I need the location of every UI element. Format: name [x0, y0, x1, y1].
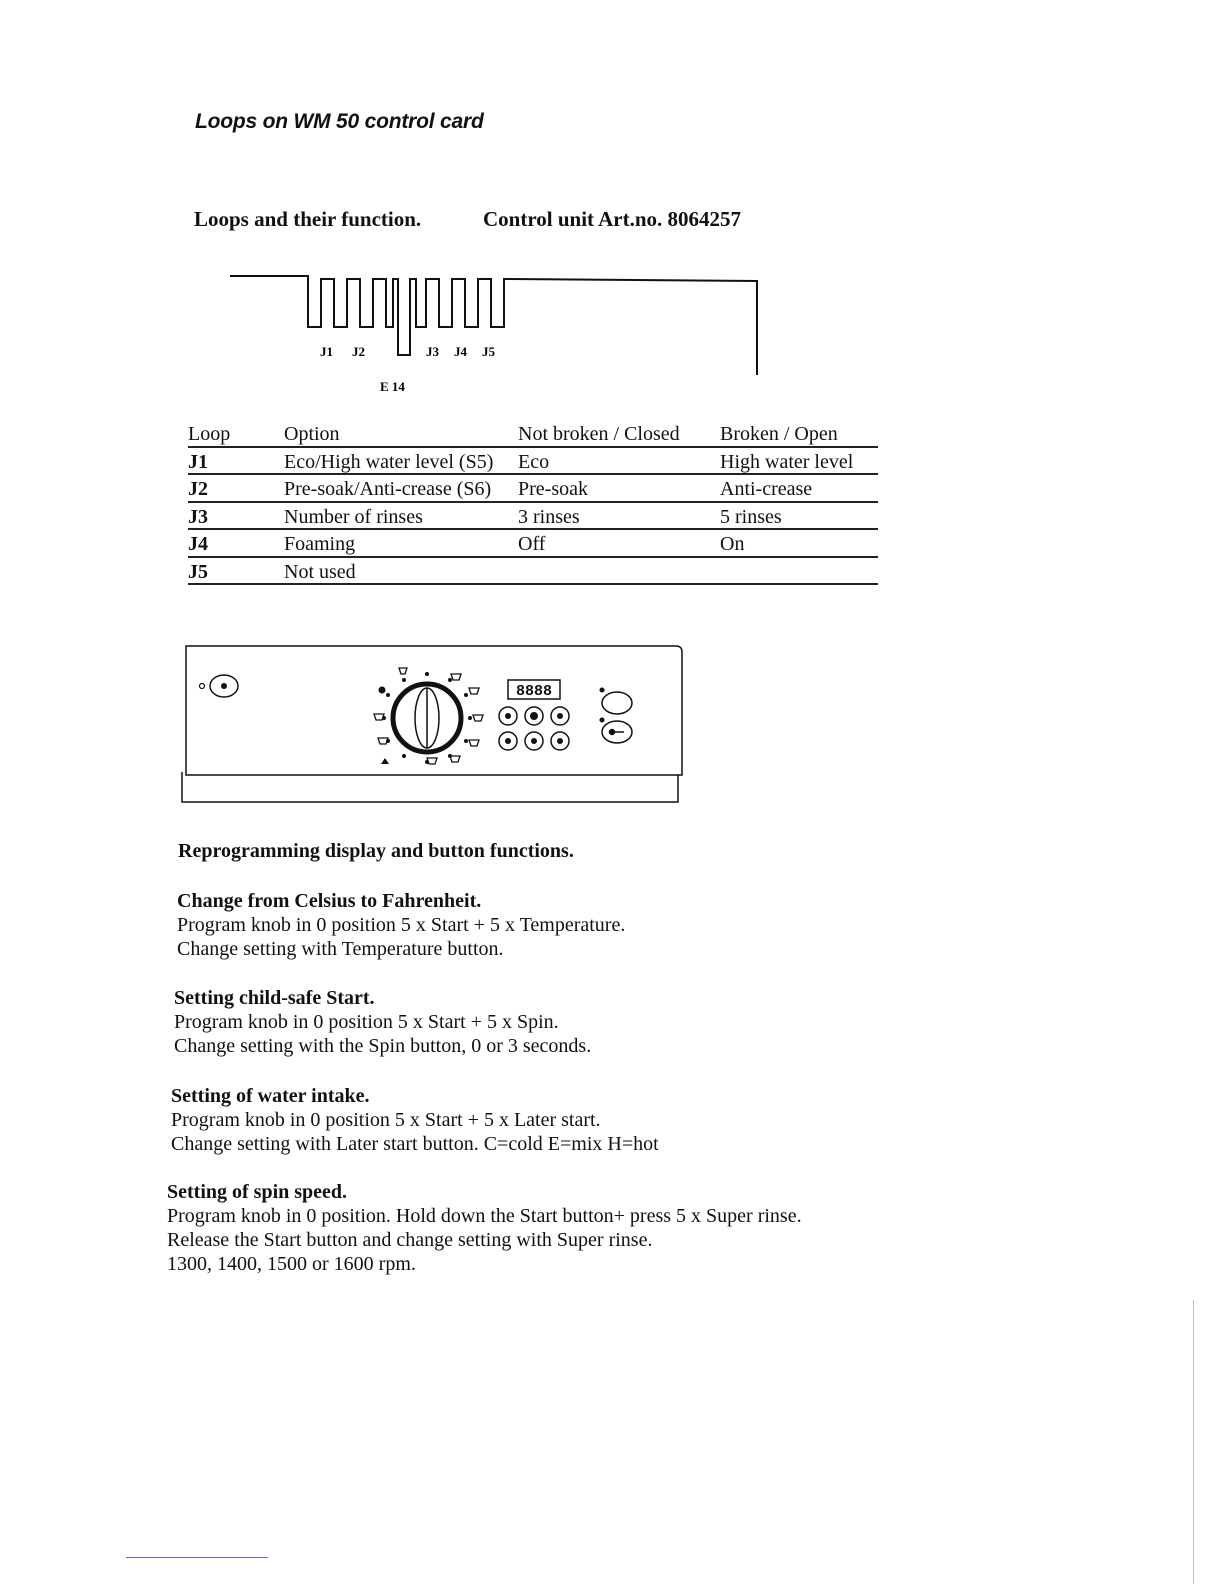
cell-open: Anti-crease: [720, 478, 813, 500]
digit-display: [508, 680, 560, 700]
section-line: 1300, 1400, 1500 or 1600 rpm.: [167, 1253, 416, 1275]
cell-option: Eco/High water level (S5): [284, 450, 494, 473]
header-loop: Loop: [188, 423, 231, 445]
cell-loop: J5: [188, 560, 208, 583]
cell-closed: Off: [518, 533, 546, 555]
table-row: [188, 558, 878, 586]
section-line: Program knob in 0 position 5 x Start + 5 x Temperature.: [177, 914, 626, 936]
loop-label-j3: J3: [426, 344, 439, 359]
table-row: [188, 530, 878, 558]
section-line: Change setting with Later start button. C=cold E=mix H=hot: [171, 1133, 659, 1155]
power-button: [200, 675, 239, 697]
header-closed: Not broken / Closed: [518, 423, 680, 445]
loop-label-j1: J1: [320, 344, 333, 359]
section-title: Setting child-safe Start.: [174, 987, 375, 1009]
panel-frame: [186, 646, 682, 775]
later-start-button: [600, 718, 632, 743]
table-row: [188, 503, 878, 531]
loop-label-j2: J2: [352, 344, 365, 359]
section-line: Program knob in 0 position. Hold down the Start button+ press 5 x Super rinse.: [167, 1205, 802, 1227]
section-title: Setting of water intake.: [171, 1085, 370, 1107]
header-open: Broken / Open: [720, 423, 838, 445]
cell-loop: J3: [188, 505, 208, 528]
footer-rule: [126, 1557, 268, 1558]
section-water-intake: [171, 1085, 659, 1156]
table-row: [188, 475, 878, 503]
table-row: [188, 448, 878, 476]
loop-diagram: [220, 265, 780, 400]
loop-label-j5: J5: [482, 344, 495, 359]
cell-closed: Eco: [518, 450, 550, 473]
e14-label: E 14: [380, 379, 405, 394]
instructions-heading: Reprogramming display and button functions.: [178, 840, 574, 862]
loops-subtitle: Loops and their function.: [194, 207, 422, 231]
cell-closed: Pre-soak: [518, 478, 588, 500]
section-child-safe: [174, 987, 591, 1058]
header-option: Option: [284, 423, 340, 445]
table-header-row: [188, 420, 878, 448]
section-title: Setting of spin speed.: [167, 1181, 348, 1203]
start-button: [600, 688, 632, 714]
section-line: Program knob in 0 position 5 x Start + 5 x Spin.: [174, 1011, 559, 1033]
cell-loop: J1: [188, 450, 208, 473]
section-line: Release the Start button and change setting with Super rinse.: [167, 1229, 653, 1251]
section-line: Program knob in 0 position 5 x Start + 5 x Later start.: [171, 1109, 601, 1131]
cell-option: Number of rinses: [284, 505, 423, 528]
control-unit-label: Control unit Art.no. 8064257: [483, 207, 742, 231]
page-title: Loops on WM 50 control card: [195, 110, 484, 133]
section-fahrenheit: [177, 890, 625, 961]
cell-option: Not used: [284, 560, 356, 583]
section-title: Change from Celsius to Fahrenheit.: [177, 890, 482, 912]
cell-loop: J2: [188, 478, 208, 500]
section-line: Change setting with Temperature button.: [177, 938, 504, 960]
loop-table: [188, 420, 878, 585]
cell-option: Foaming: [284, 533, 356, 555]
cell-closed: 3 rinses: [518, 505, 580, 528]
cell-open: On: [720, 533, 745, 555]
program-knob: [374, 668, 483, 764]
cell-option: Pre-soak/Anti-crease (S6): [284, 478, 492, 500]
display-digits: 8888: [515, 683, 553, 700]
control-panel-illustration: [178, 640, 688, 810]
cell-open: 5 rinses: [720, 505, 782, 528]
loop-label-j4: J4: [454, 344, 467, 359]
section-spin-speed: [167, 1181, 802, 1276]
cell-open: High water level: [720, 450, 854, 473]
loop-trace: [230, 276, 757, 375]
scan-edge: [1193, 1300, 1194, 1584]
cell-loop: J4: [188, 533, 208, 555]
panel-base: [182, 772, 678, 802]
section-line: Change setting with the Spin button, 0 or 3 seconds.: [174, 1035, 592, 1057]
